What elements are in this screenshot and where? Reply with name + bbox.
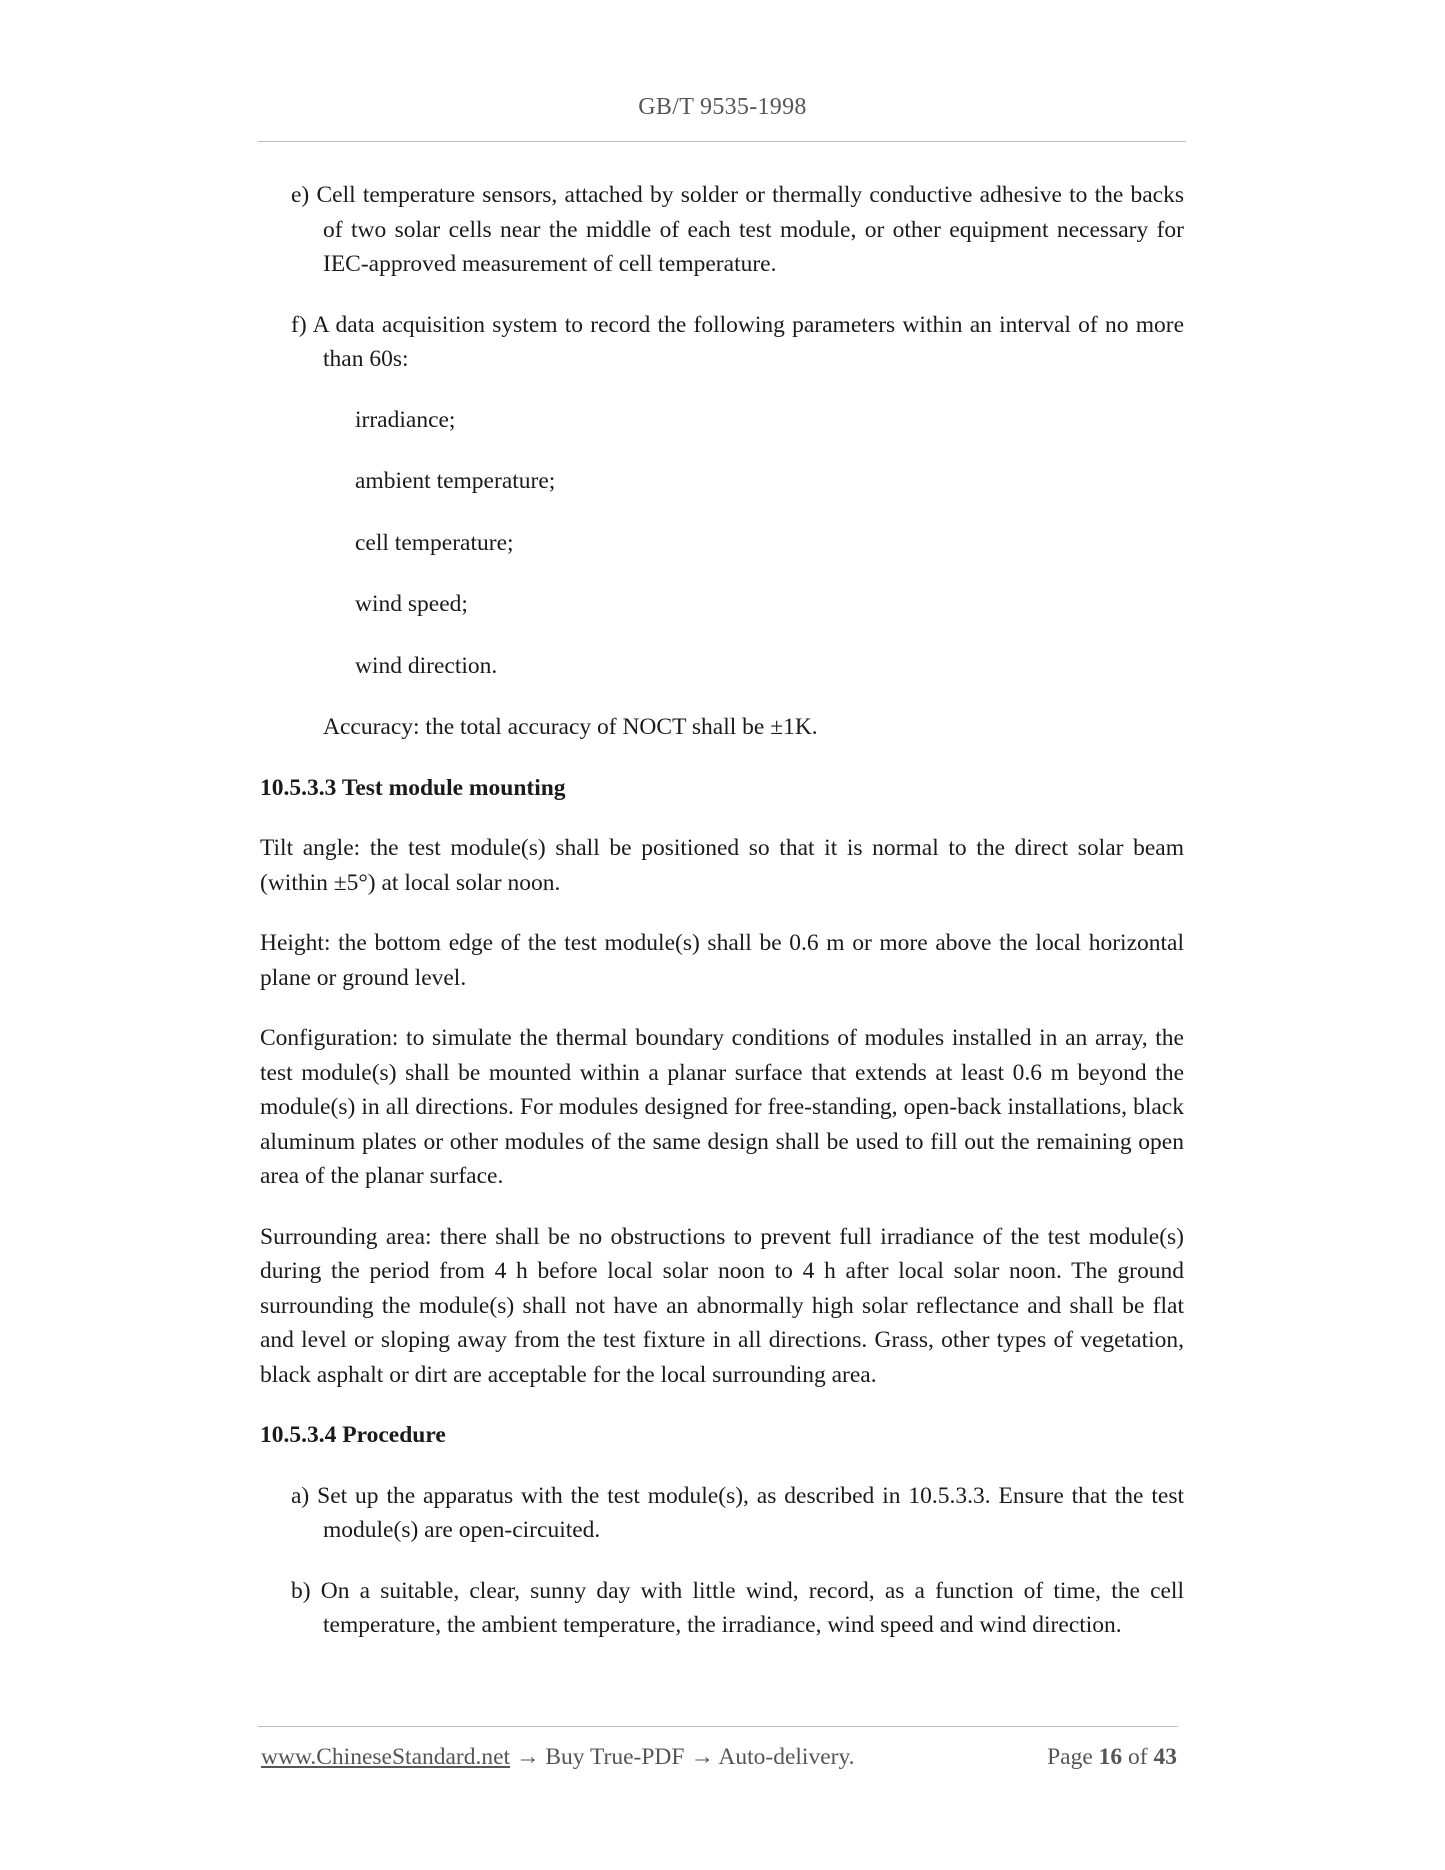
footer-tagline: → Buy True-PDF → Auto-delivery. bbox=[510, 1744, 855, 1770]
header-divider bbox=[258, 141, 1186, 142]
paragraph-tilt-angle: Tilt angle: the test module(s) shall be positioned so that it is normal to the direct solar beam (within ±5°) at local solar noon. bbox=[260, 835, 1184, 896]
page-of-label: of bbox=[1128, 1744, 1148, 1770]
section-heading-procedure: 10.5.3.4 Procedure bbox=[260, 1422, 446, 1448]
parameter-cell-temperature: cell temperature; bbox=[355, 529, 514, 556]
parameter-wind-speed: wind speed; bbox=[355, 591, 468, 617]
list-item-e: e) Cell temperature sensors, attached by solder or thermally conductive adhesive to the backs of two solar cells near the middle of each test module, or other equipment necessary for IEC-approved measurement of cell temperature. bbox=[291, 182, 1184, 277]
paragraph-surrounding-area: Surrounding area: there shall be no obstructions to prevent full irradiance of the test module(s) during the period from 4 h before local solar noon to 4 h after local solar noon. The ground surrounding the module(s) shall not have an abnormally high solar reflectance and shall be flat and level or sloping away from the test fixture in all directions. Grass, other types of vegetation, black asphalt or dirt are acceptable for the local surrounding area. bbox=[260, 1223, 1184, 1388]
footer-divider bbox=[258, 1726, 1178, 1727]
paragraph-height: Height: the bottom edge of the test module(s) shall be 0.6 m or more above the local horizontal plane or ground level. bbox=[260, 930, 1184, 991]
procedure-step-b: b) On a suitable, clear, sunny day with little wind, record, as a function of time, the cell temperature, the ambient temperature, the irradiance, wind speed and wind direction. bbox=[291, 1577, 1184, 1638]
document-code-header: GB/T 9535-1998 bbox=[638, 94, 807, 120]
page-label: Page bbox=[1047, 1744, 1093, 1770]
parameter-ambient-temperature: ambient temperature; bbox=[355, 468, 556, 494]
website-link[interactable]: www.ChineseStandard.net bbox=[261, 1744, 511, 1770]
page-content bbox=[260, 178, 1184, 1669]
footer-promo bbox=[261, 1744, 855, 1771]
accuracy-statement: Accuracy: the total accuracy of NOCT shall be ±1K. bbox=[323, 714, 818, 740]
procedure-step-a: a) Set up the apparatus with the test module(s), as described in 10.5.3.3. Ensure that the test module(s) are open-circuited. bbox=[291, 1482, 1184, 1543]
current-page-number: 16 bbox=[1098, 1744, 1123, 1770]
list-item-f: f) A data acquisition system to record the following parameters within an interval of no more than 60s: bbox=[291, 311, 1184, 372]
section-heading-mounting: 10.5.3.3 Test module mounting bbox=[260, 774, 566, 801]
total-page-count: 43 bbox=[1153, 1744, 1177, 1770]
parameter-irradiance: irradiance; bbox=[355, 406, 456, 433]
page-number-indicator bbox=[1047, 1744, 1177, 1771]
paragraph-configuration: Configuration: to simulate the thermal boundary conditions of modules installed in an array, the test module(s) shall be mounted within a planar surface that extends at least 0.6 m beyond the module(s) in all directions. For modules designed for free-standing, open-back installations, black aluminum plates or other modules of the same design shall be used to fill out the remaining open area of the planar surface. bbox=[260, 1025, 1184, 1189]
parameter-wind-direction: wind direction. bbox=[355, 652, 498, 679]
